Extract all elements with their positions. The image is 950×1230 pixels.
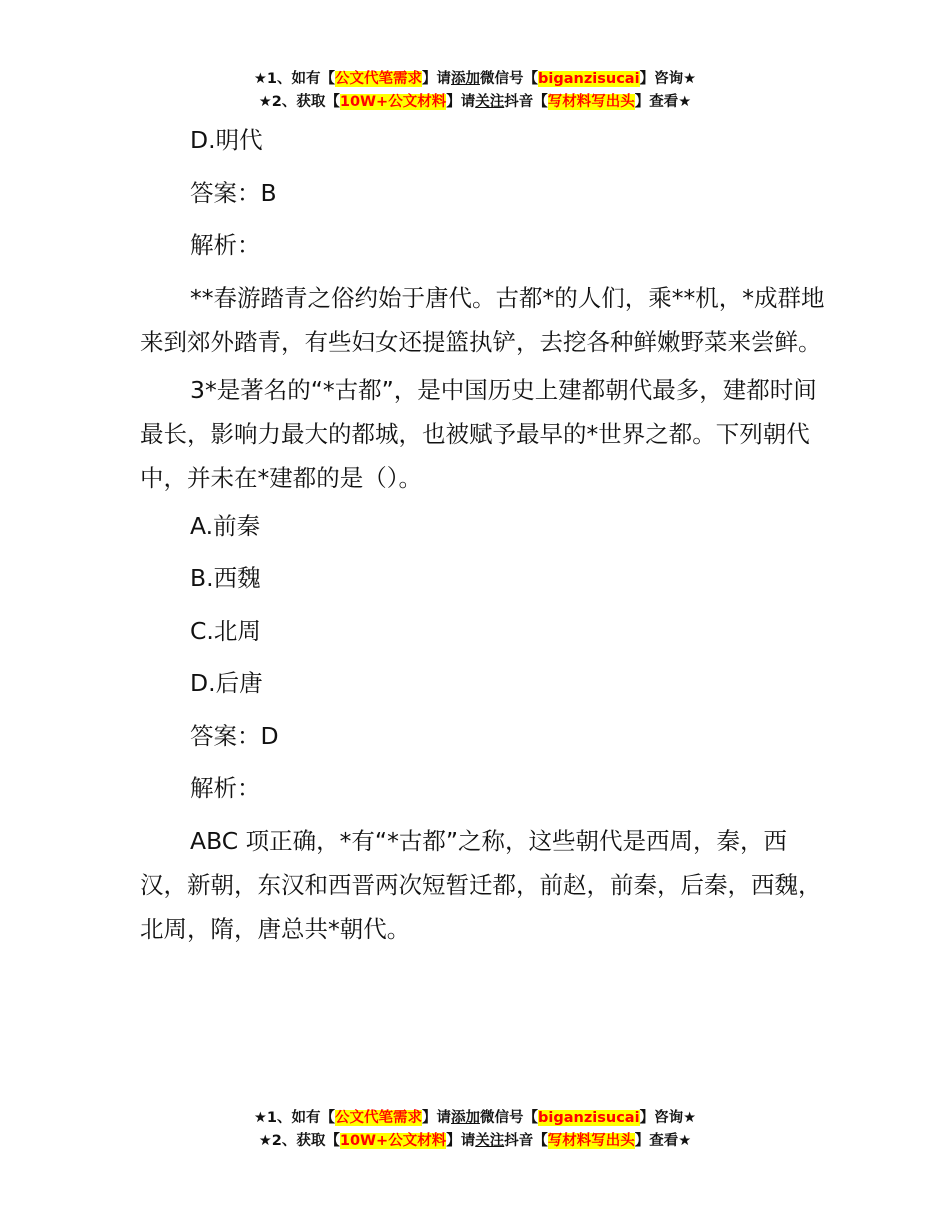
header-banner-line-1: ★1、如有【公文代笔需求】请添加微信号【biganzisucai】咨询★: [253, 71, 697, 87]
highlight-service: 公文代笔需求: [335, 71, 423, 87]
highlight-wechat-id: biganzisucai: [538, 71, 640, 87]
header-banner: [0, 68, 950, 114]
footer-banner-line-1: ★1、如有【公文代笔需求】请添加微信号【biganzisucai】咨询★: [253, 1110, 697, 1126]
highlight-materials: 10W+公文材料: [339, 1133, 447, 1149]
footer-banner-line-2: ★2、获取【10W+公文材料】请关注抖音【写材料写出头】查看★: [258, 1133, 692, 1149]
highlight-wechat-id: biganzisucai: [538, 1110, 640, 1126]
highlight-materials: 10W+公文材料: [339, 94, 447, 110]
q3-analysis-label: 解析：: [190, 774, 261, 802]
q3-option-b: B.西魏: [190, 564, 261, 592]
header-banner-line-2: ★2、获取【10W+公文材料】请关注抖音【写材料写出头】查看★: [258, 94, 692, 110]
highlight-douyin-account: 写材料写出头: [547, 94, 635, 110]
q3-analysis-text: ABC 项正确，*有“*古都”之称，这些朝代是西周，秦，西汉，新朝，东汉和西晋两次短暂迁都，前赵，前秦，后秦，西魏，北周，隋，唐总共*朝代。: [140, 826, 822, 943]
q2-answer: 答案：B: [190, 178, 277, 207]
document-body: [140, 118, 830, 955]
q3-option-c: C.北周: [190, 616, 261, 645]
q2-analysis-text: **春游踏青之俗约始于唐代。古都*的人们，乘**机，*成群地来到郊外踏青，有些妇女还提篮执铲，去挖各种鲜嫩野菜来尝鲜。: [140, 283, 825, 356]
highlight-douyin-account: 写材料写出头: [547, 1133, 635, 1149]
q3-option-d: D.后唐: [190, 669, 263, 697]
q2-option-d: D.明代: [190, 126, 263, 154]
highlight-service: 公文代笔需求: [335, 1110, 423, 1126]
q3-option-a: A.前秦: [190, 511, 261, 540]
q3-answer: 答案：D: [190, 721, 279, 750]
q2-analysis-label: 解析：: [190, 231, 261, 259]
q3-stem: 3*是著名的“*古都”，是中国历史上建都朝代最多，建都时间最长，影响力最大的都城，也被赋予最早的*世界之都。下列朝代中，并未在*建都的是（）。: [140, 375, 817, 492]
footer-banner: [0, 1107, 950, 1153]
